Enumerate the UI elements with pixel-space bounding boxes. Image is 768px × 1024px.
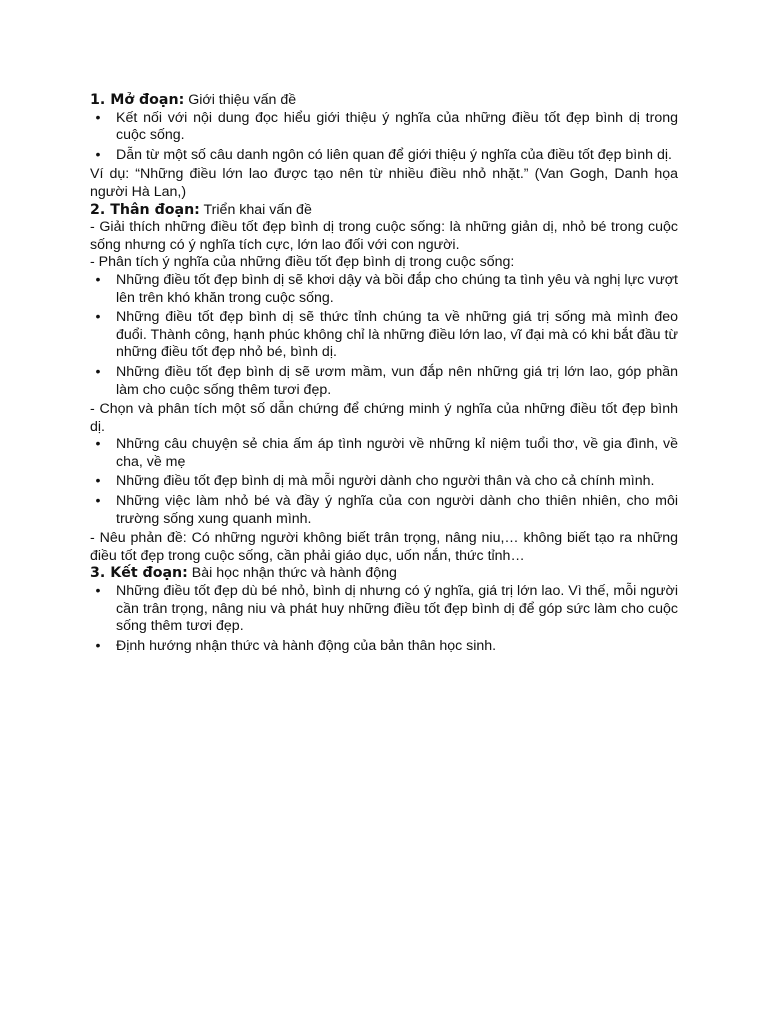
paragraph: - Chọn và phân tích một số dẫn chứng để chứng minh ý nghĩa của những điều tốt đẹp bình dị. — [90, 401, 678, 435]
section-number: 3. Kết đoạn: — [90, 565, 188, 582]
bullet-list — [90, 272, 678, 399]
list-item: • Những điều tốt đẹp bình dị sẽ thức tỉnh chúng ta về những giá trị sống mà mình đeo đuổi. Thành công, hạnh phúc không chỉ là những điều lớn lao, vĩ đại mà có khi bắt đầu từ những điều tốt đẹp nhỏ bé, bình dị. — [90, 309, 678, 362]
paragraph: - Nêu phản đề: Có những người không biết trân trọng, nâng niu,… không biết tạo ra những điều tốt đẹp trong cuộc sống, cần phải giáo dục, uốn nắn, thức tỉnh… — [90, 530, 678, 564]
list-item: • Những điều tốt đẹp dù bé nhỏ, bình dị nhưng có ý nghĩa, giá trị lớn lao. Vì thế, mỗi người cần trân trọng, nâng niu và phát huy những điều tốt đẹp bình dị để góp sức làm cho cuộc sống thêm tươi đẹp. — [90, 583, 678, 636]
section-title: Giới thiệu vấn đề — [188, 92, 297, 108]
section-title: Bài học nhận thức và hành động — [191, 565, 397, 582]
list-item: • Kết nối với nội dung đọc hiểu giới thiệu ý nghĩa của những điều tốt đẹp bình dị trong cuộc sống. — [90, 110, 678, 145]
document-body — [90, 92, 678, 655]
bullet-list — [90, 110, 678, 165]
bullet-list — [90, 436, 678, 528]
list-item: • Những điều tốt đẹp bình dị mà mỗi người dành cho người thân và cho cả chính mình. — [90, 473, 678, 491]
list-item: • Dẫn từ một số câu danh ngôn có liên quan để giới thiệu ý nghĩa của điều tốt đẹp bình dị. — [90, 147, 678, 165]
example-paragraph: Ví dụ: “Những điều lớn lao được tạo nên từ nhiều điều nhỏ nhặt.” (Van Gogh, Danh họa người Hà Lan,) — [90, 166, 678, 200]
section-heading-than-doan — [90, 202, 678, 220]
paragraph: - Phân tích ý nghĩa của những điều tốt đẹp bình dị trong cuộc sống: — [90, 254, 515, 271]
list-item: • Những điều tốt đẹp bình dị sẽ khơi dậy và bồi đắp cho chúng ta tình yêu và nghị lực vượt lên trên khó khăn trong cuộc sống. — [90, 272, 678, 307]
section-heading-mo-doan — [90, 92, 678, 110]
list-item: • Định hướng nhận thức và hành động của bản thân học sinh. — [90, 638, 678, 656]
list-item: • Những việc làm nhỏ bé và đầy ý nghĩa của con người dành cho thiên nhiên, cho môi trường sống xung quanh mình. — [90, 493, 678, 528]
section-heading-ket-doan — [90, 565, 678, 583]
section-title: Triển khai vấn đề — [203, 201, 312, 218]
list-item: • Những điều tốt đẹp bình dị sẽ ươm mầm, vun đắp nên những giá trị lớn lao, góp phần làm cho cuộc sống thêm tươi đẹp. — [90, 364, 678, 399]
section-number: 1. Mở đoạn: — [90, 92, 185, 108]
list-item: • Những câu chuyện sẻ chia ấm áp tình người về những kỉ niệm tuổi thơ, về gia đình, về cha, về mẹ — [90, 436, 678, 471]
bullet-list — [90, 583, 678, 655]
paragraph: - Giải thích những điều tốt đẹp bình dị trong cuộc sống: là những giản dị, nhỏ bé trong cuộc sống nhưng có ý nghĩa tích cực, lớn lao đối với con người. — [90, 219, 678, 253]
section-number: 2. Thân đoạn: — [90, 201, 200, 218]
